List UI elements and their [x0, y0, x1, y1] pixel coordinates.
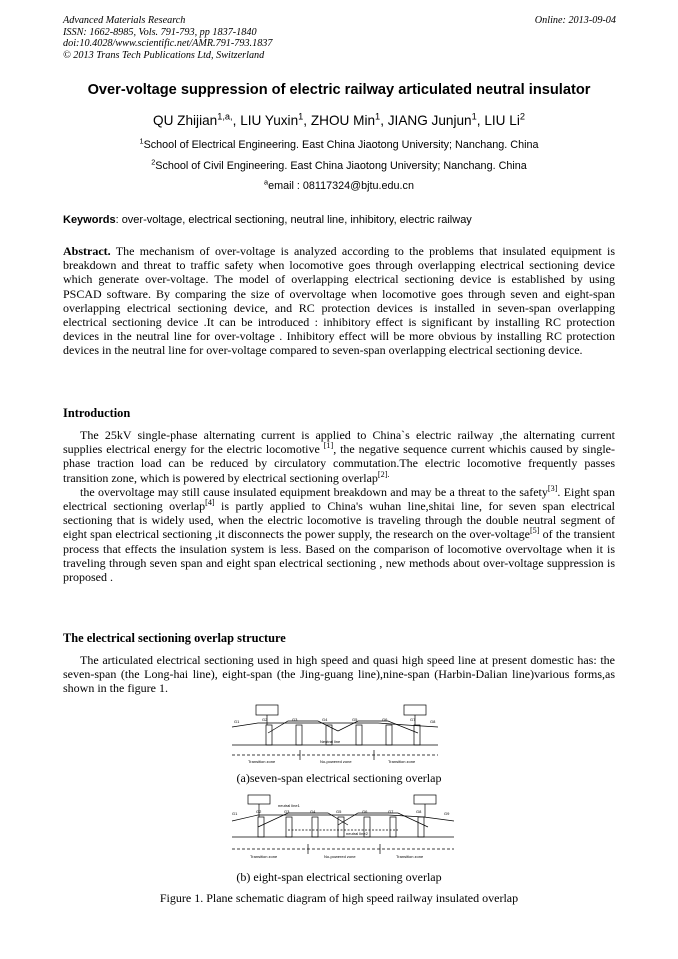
abstract-text: The mechanism of over-voltage is analyzed according to the problems that insulated equipment is breakdown and threat to traffic safety when locomotive goes through overlapping electrical sectioning device which generate over-voltage. The model of overlapping electrical sectioning device is established by using PSCAD software. By comparing the size of overvoltage when locomotive goes through seven and eight-span overlapping electrical sectioning device, and RC protection devices is installed in seven-span overlapping electrical sectioning device .It can be introduced : inhibitory effect is significant by installing RC protection devices in the neutral line for over-voltage . Inhibitory effect will be more obvious by installing RC protection devices in the neutral line for over-voltage compared to seven-span overlapping electrical sectioning device.	[63, 244, 615, 358]
copyright-line: © 2013 Trans Tech Publications Ltd, Switzerland	[63, 49, 265, 61]
section-heading-introduction: Introduction	[63, 406, 131, 420]
journal-name: Advanced Materials Research	[63, 15, 186, 26]
figure-1b-caption: (b) eight-span electrical sectioning overlap	[236, 870, 442, 884]
mast-label: G6	[382, 717, 388, 722]
journal-header	[63, 15, 272, 61]
text-run: , the negative sequence current whichis caused by single-phase traction load can be reduced by circulatory commutation.The electric locomotive frequently passes transition zone, which is powered by electrical sectioning overlap	[63, 442, 616, 485]
figure-1-caption: Figure 1. Plane schematic diagram of high speed railway insulated overlap	[159, 891, 519, 905]
author-name: ZHOU Min	[310, 113, 376, 128]
citation: [5]	[529, 526, 540, 536]
mast-label: G7	[388, 809, 394, 814]
keywords-label: Keywords	[63, 214, 116, 226]
mast-structure	[386, 725, 392, 745]
mast-structure	[390, 817, 396, 837]
affiliation-1	[0, 136, 678, 151]
mast-label: G5	[336, 809, 342, 814]
mast-label: G4	[322, 717, 328, 722]
issn-line: ISSN: 1662-8985, Vols. 791-793, pp 1837-1840	[63, 26, 257, 38]
catenary-wire	[232, 815, 454, 821]
affiliation-text: School of Civil Engineering. East China Jiaotong University; Nanchang. China	[155, 160, 527, 172]
zone-label: Transition zone	[250, 854, 278, 859]
author-separator: ,	[232, 113, 241, 128]
text-run: the overvoltage may still cause insulated equipment breakdown and may be a threat to the safety	[80, 484, 548, 499]
author-name: LIU Yuxin	[240, 113, 299, 128]
citation: [3]	[547, 483, 558, 493]
mast-label: G6	[362, 809, 368, 814]
introduction-body	[63, 428, 615, 584]
author-sup: 1	[375, 111, 381, 122]
mast-label: G9	[444, 811, 450, 816]
abstract	[63, 244, 615, 358]
mast-label: G2	[262, 717, 268, 722]
author-sup: 1	[471, 111, 477, 122]
mast-structure	[258, 817, 264, 837]
text-run: is partly applied to China's wuhan line,shitai line, for seven span electrical sectioning that is widely used, when the electric locomotive is traveling through the double neutral segment of eight span electrical sectioning ,it disconnects the power supply, the research on the over-voltage	[63, 499, 615, 542]
mast-structure	[414, 725, 420, 745]
neutral-line-label: neutral line1	[278, 803, 300, 808]
abstract-label: Abstract.	[63, 244, 111, 258]
mast-label: G4	[310, 809, 316, 814]
affiliation-sup: a	[264, 177, 269, 187]
switch-box	[248, 795, 270, 804]
figure-1b-eight-span-diagram	[228, 791, 458, 861]
author-email	[0, 177, 678, 192]
author-name: QU Zhijian	[153, 113, 218, 128]
author-sup: 1	[298, 111, 304, 122]
citation: [2].	[377, 469, 390, 479]
figure-1a-seven-span-diagram	[228, 703, 442, 765]
section-heading-overlap-structure: The electrical sectioning overlap structure	[63, 631, 286, 645]
switch-box	[404, 705, 426, 715]
author-list	[0, 113, 678, 128]
mast-label: G1	[234, 719, 240, 724]
zone-label: No-powered zone	[324, 854, 356, 859]
mast-structure	[338, 817, 344, 837]
zone-label: Transition zone	[248, 759, 276, 764]
mast-structure	[312, 817, 318, 837]
citation: [1]	[323, 441, 334, 451]
intro-paragraph-1	[63, 428, 615, 485]
neutral-line-label: Neutral line	[320, 739, 341, 744]
catenary-wire	[232, 723, 438, 727]
paper-title: Over-voltage suppression of electric railway articulated neutral insulator	[87, 82, 591, 98]
mast-structure	[266, 725, 272, 745]
author-sup: 1,a,	[217, 111, 233, 122]
affiliation-sup: 2	[151, 157, 156, 167]
mast-label: G1	[232, 811, 238, 816]
mast-structure	[418, 817, 424, 837]
mast-label: G3	[284, 809, 290, 814]
mast-structure	[296, 725, 302, 745]
author-separator: ,	[303, 113, 311, 128]
figure-1a-caption: (a)seven-span electrical sectioning overlap	[236, 771, 442, 785]
online-date: Online: 2013-09-04	[534, 15, 616, 26]
author-name: JIANG Junjun	[387, 113, 472, 128]
text-run: of the transient process that effects the insulation system is less. Based on the comparison of locomotive overvoltage when it is traveling through seven span and eight span electrical sectioning , new methods about over-voltage suppression is proposed .	[63, 527, 615, 585]
mast-label: G5	[352, 717, 358, 722]
text-run: . Eight span electrical sectioning overlap	[63, 484, 616, 514]
zone-label: Transition zone	[396, 854, 424, 859]
intro-paragraph-2	[63, 485, 615, 584]
author-separator: ,	[476, 113, 485, 128]
author-sup: 2	[519, 111, 525, 122]
affiliation-sup: 1	[139, 136, 144, 146]
zone-label: Transition zone	[388, 759, 416, 764]
doi-line: doi:10.4028/www.scientific.net/AMR.791-793.1837	[63, 38, 273, 49]
zone-label: No-powered zone	[320, 759, 352, 764]
switch-box	[414, 795, 436, 804]
affiliation-2	[0, 157, 678, 172]
mast-label: G8	[430, 719, 436, 724]
author-name: LIU Li	[484, 113, 520, 128]
overlap-structure-body	[63, 653, 615, 696]
neutral-line-label: neutral line2	[346, 831, 368, 836]
affiliation-text: School of Electrical Engineering. East China Jiaotong University; Nanchang. China	[143, 139, 539, 151]
mast-label: G3	[292, 717, 298, 722]
keywords-text: : over-voltage, electrical sectioning, neutral line, inhibitory, electric railway	[115, 214, 472, 226]
keywords	[63, 214, 615, 226]
mast-structure	[356, 725, 362, 745]
switch-box	[256, 705, 278, 715]
overlap-paragraph: The articulated electrical sectioning used in high speed and quasi high speed line at present domestic has: the seven-span (the Long-hai line), eight-span (the Jing-guang line),nine-span (Harbin-Dalian line)various forms,as shown in the figure 1.	[63, 653, 615, 696]
mast-label: G2	[256, 809, 262, 814]
mast-label: G7	[410, 717, 416, 722]
mast-label: G8	[416, 809, 422, 814]
affiliation-text: email : 08117324@bjtu.edu.cn	[268, 180, 414, 192]
text-run: The 25kV single-phase alternating current is applied to China`s electric railway ,the alternating current supplies electrical energy for the electric locomotive	[63, 428, 615, 457]
mast-structure	[286, 817, 292, 837]
citation: [4]	[205, 498, 215, 508]
author-separator: ,	[380, 113, 388, 128]
